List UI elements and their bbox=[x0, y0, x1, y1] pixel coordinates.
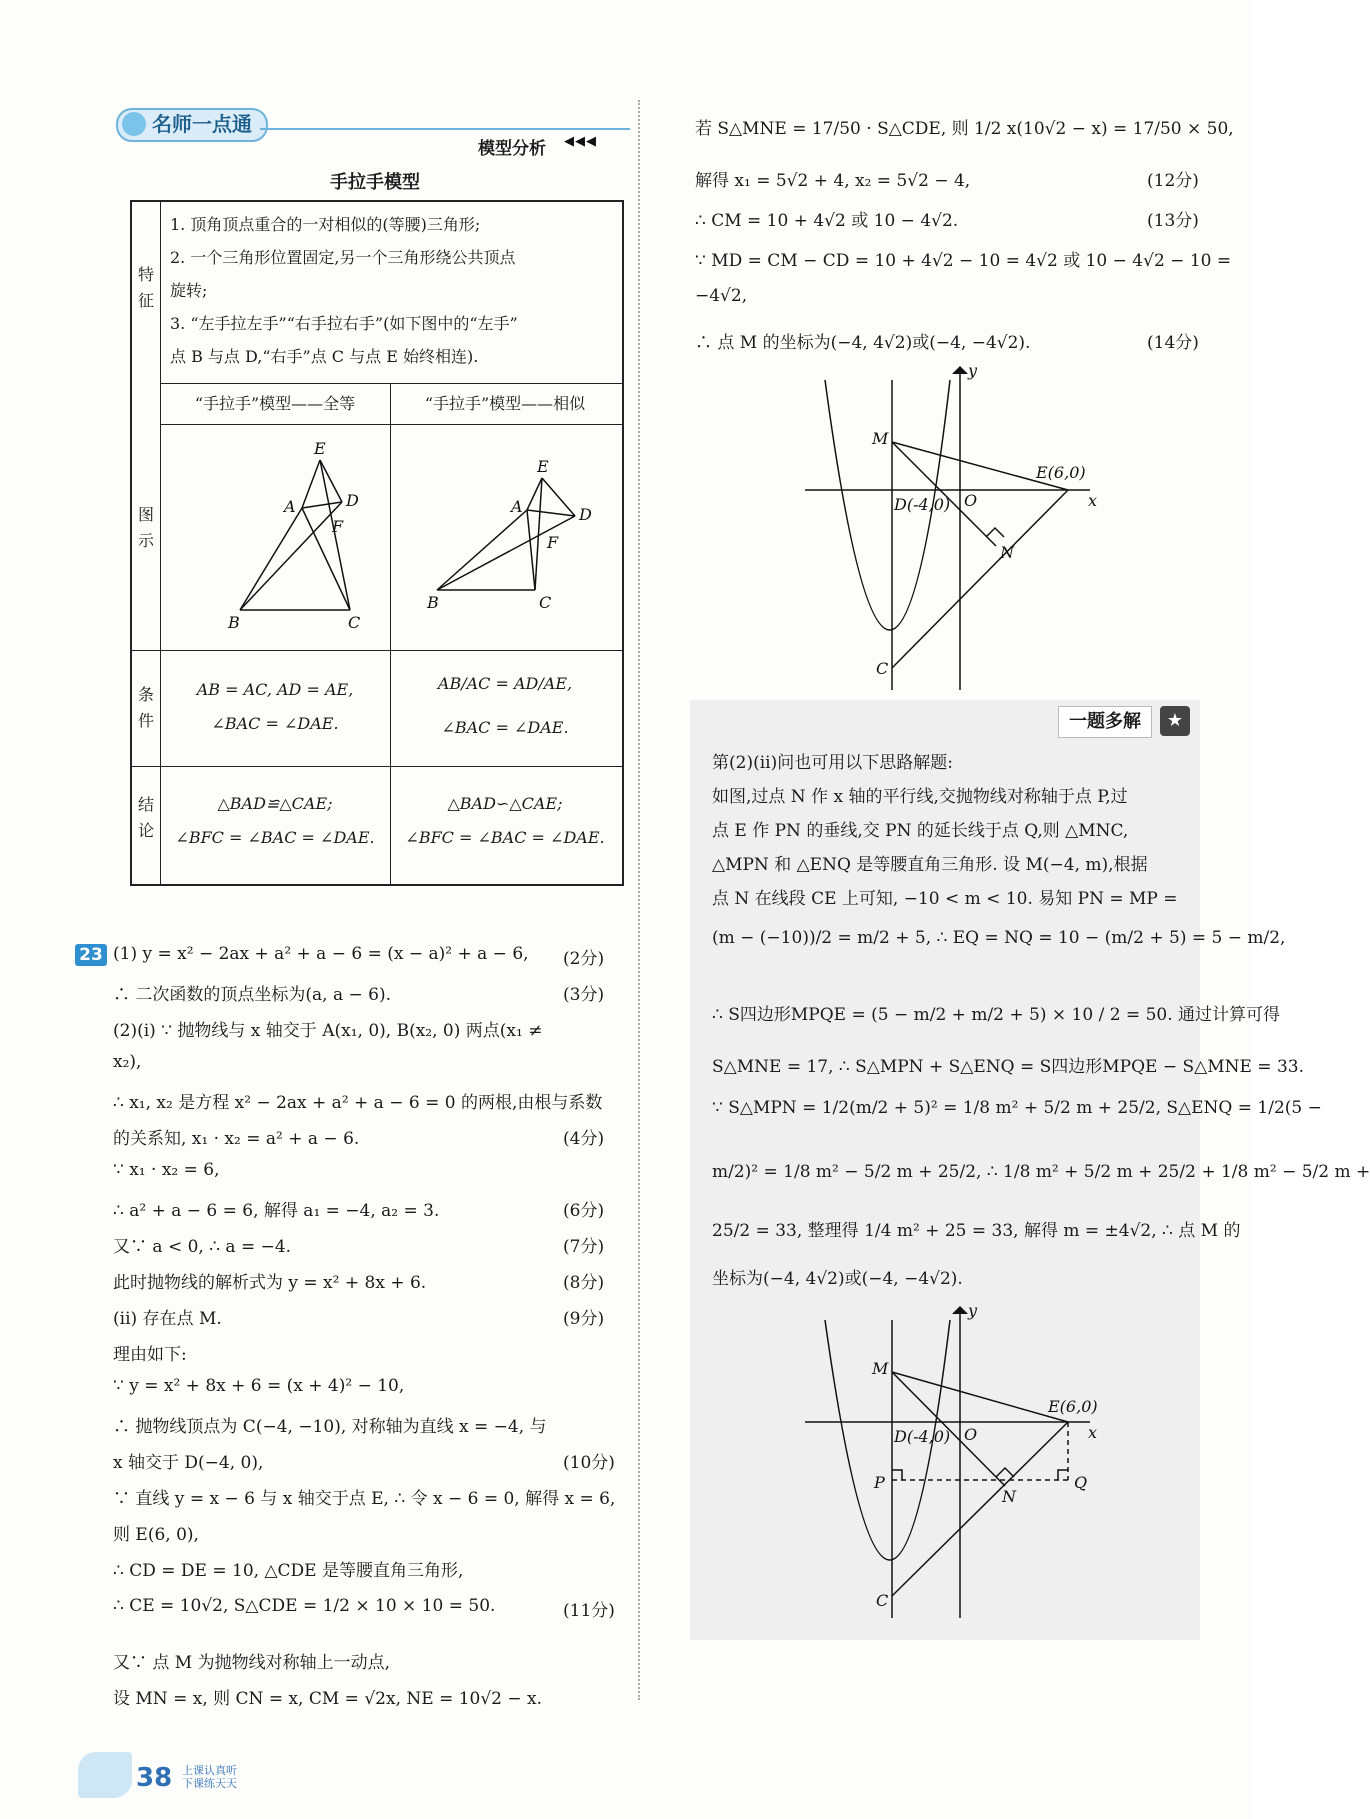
solution-line: ∵ 直线 y = x − 6 与 x 轴交于点 E, ∴ 令 x − 6 = 0, 解得 x = 6, bbox=[113, 1489, 616, 1509]
multi-line: (m − (−10))/2 = m/2 + 5, ∴ EQ = NQ = 10 − (m/2 + 5) = 5 − m/2, bbox=[712, 928, 1286, 948]
score-mark: (12分) bbox=[1147, 171, 1199, 191]
solution-line: 此时抛物线的解析式为 y = x² + 8x + 6. bbox=[113, 1273, 427, 1293]
point-label: C bbox=[348, 613, 361, 632]
point-label: B bbox=[427, 593, 439, 612]
table-title: 手拉手模型 bbox=[330, 172, 420, 193]
row-label-features: 特征 bbox=[137, 265, 154, 310]
segment bbox=[527, 510, 575, 516]
graph-label: x bbox=[1088, 491, 1098, 510]
star-icon: ★ bbox=[1160, 706, 1190, 736]
condition-left-line: AB = AC, AD = AE, bbox=[196, 680, 354, 699]
feature-line: 1. 顶角顶点重合的一对相似的(等腰)三角形; bbox=[170, 215, 481, 234]
row-label-diagram: 图示 bbox=[137, 505, 154, 550]
slogan-bottom: 下课练天天 bbox=[182, 1777, 237, 1790]
solution-line: 理由如下: bbox=[113, 1345, 187, 1365]
graph-label: C bbox=[876, 659, 889, 678]
condition-right-line: ∠BAC = ∠DAE. bbox=[441, 718, 569, 737]
graph-label: E(6,0) bbox=[1036, 463, 1086, 482]
table-hline bbox=[160, 383, 622, 384]
solution-line: 又∵ a < 0, ∴ a = −4. bbox=[113, 1237, 292, 1257]
solution-line: ∴ x₁, x₂ 是方程 x² − 2ax + a² + a − 6 = 0 的两根,由根与系数 bbox=[113, 1093, 603, 1113]
multi-line: ∵ S△MPN = 1/2(m/2 + 5)² = 1/8 m² + 5/2 m + 25/2, S△ENQ = 1/2(5 − bbox=[712, 1098, 1322, 1118]
graph-label: x bbox=[1088, 1423, 1098, 1442]
segment bbox=[302, 460, 320, 508]
tip-badge-label: 名师一点通 bbox=[152, 112, 252, 136]
solution-line: ∵ y = x² + 8x + 6 = (x + 4)² − 10, bbox=[113, 1376, 405, 1396]
graph-label: E(6,0) bbox=[1048, 1397, 1098, 1416]
graph-label: M bbox=[872, 1359, 889, 1378]
point-label: C bbox=[539, 593, 552, 612]
right-angle-mark bbox=[996, 1468, 1014, 1477]
segment bbox=[527, 510, 535, 590]
conclusion-right-line: ∠BFC = ∠BAC = ∠DAE. bbox=[405, 828, 605, 847]
segment bbox=[240, 502, 342, 610]
teacher-icon bbox=[122, 112, 146, 136]
segment-MN bbox=[892, 442, 996, 546]
multi-line: 点 E 作 PN 的垂线,交 PN 的延长线于点 Q,则 △MNC, bbox=[712, 821, 1129, 841]
solution-line: ∴ CM = 10 + 4√2 或 10 − 4√2. bbox=[695, 211, 959, 231]
graph-label: N bbox=[1002, 1487, 1016, 1506]
segment bbox=[240, 508, 302, 610]
solution-line: ∴ 点 M 的坐标为(−4, 4√2)或(−4, −4√2). bbox=[695, 333, 1031, 353]
table-hline bbox=[160, 424, 622, 425]
multi-line: S△MNE = 17, ∴ S△MPN + S△ENQ = S四边形MPQE − S△MNE = 33. bbox=[712, 1057, 1304, 1077]
graph-label: y bbox=[968, 361, 978, 380]
row-label-condition: 条件 bbox=[137, 685, 154, 730]
solution-line: 解得 x₁ = 5√2 + 4, x₂ = 5√2 − 4, bbox=[695, 171, 971, 191]
score-mark: (9分) bbox=[563, 1309, 605, 1329]
multi-solution-tag: 一题多解 bbox=[1058, 706, 1152, 738]
graph-label: D(-4,0) bbox=[894, 495, 951, 514]
right-angle-mark bbox=[1058, 1470, 1068, 1480]
segment-CE bbox=[892, 490, 1068, 668]
multi-line: ∴ S四边形MPQE = (5 − m/2 + m/2 + 5) × 10 / 2 = 50. 通过计算可得 bbox=[712, 1005, 1281, 1025]
segment bbox=[437, 516, 575, 590]
multi-line: m/2)² = 1/8 m² − 5/2 m + 25/2, ∴ 1/8 m² + 5/2 m + 25/2 + 1/8 m² − 5/2 m + bbox=[712, 1162, 1370, 1182]
solution-line: (1) y = x² − 2ax + a² + a − 6 = (x − a)² + a − 6, bbox=[113, 944, 529, 964]
score-mark: (6分) bbox=[563, 1201, 605, 1221]
multi-line: △MPN 和 △ENQ 是等腰直角三角形. 设 M(−4, m),根据 bbox=[712, 855, 1148, 875]
multi-line: 点 N 在线段 CE 上可知, −10 < m < 10. 易知 PN = MP = bbox=[712, 889, 1178, 909]
graph-label: P bbox=[874, 1473, 885, 1492]
multi-line: 第(2)(ii)问也可用以下思路解题: bbox=[712, 753, 953, 773]
section-label: 模型分析 bbox=[478, 139, 546, 159]
point-label: A bbox=[284, 497, 296, 516]
table-hline bbox=[132, 650, 622, 651]
footer-slogan bbox=[182, 1764, 237, 1790]
segment bbox=[542, 478, 575, 516]
solution-line: 的关系知, x₁ · x₂ = a² + a − 6. bbox=[113, 1129, 360, 1149]
model-table bbox=[130, 200, 624, 886]
solution-line: ∴ CD = DE = 10, △CDE 是等腰直角三角形, bbox=[113, 1561, 464, 1581]
solution-line: x 轴交于 D(−4, 0), bbox=[113, 1453, 264, 1473]
point-label: E bbox=[314, 439, 326, 458]
feature-line: 点 B 与点 D,“右手”点 C 与点 E 始终相连). bbox=[170, 347, 479, 366]
score-mark: (13分) bbox=[1147, 211, 1199, 231]
solution-line: 若 S△MNE = 17/50 · S△CDE, 则 1/2 x(10√2 − x) = 17/50 × 50, bbox=[695, 119, 1234, 139]
graph-label: O bbox=[964, 1425, 978, 1444]
y-arrow bbox=[952, 1306, 968, 1314]
right-angle-mark bbox=[986, 528, 1004, 537]
solution-line: 又∵ 点 M 为抛物线对称轴上一动点, bbox=[113, 1653, 391, 1673]
score-mark: (3分) bbox=[563, 985, 605, 1005]
score-mark: (10分) bbox=[563, 1453, 615, 1473]
feature-line: 3. “左手拉左手”“右手拉右手”(如下图中的“左手” bbox=[170, 314, 518, 333]
parabola-graph-1 bbox=[800, 360, 1110, 700]
score-mark: (7分) bbox=[563, 1237, 605, 1257]
segment-ME bbox=[892, 1372, 1068, 1422]
conclusion-left-line: △BAD≌△CAE; bbox=[217, 794, 333, 813]
arrow-icons: ◀◀◀ bbox=[564, 134, 597, 149]
solution-line: ∴ CE = 10√2, S△CDE = 1/2 × 10 × 10 = 50. bbox=[113, 1596, 496, 1616]
diagram-similar bbox=[407, 430, 617, 645]
graph-label: Q bbox=[1074, 1473, 1088, 1492]
col-header-congruent: “手拉手”模型——全等 bbox=[194, 394, 356, 413]
feature-line: 旋转; bbox=[170, 281, 208, 300]
row-label-conclusion: 结论 bbox=[137, 795, 154, 840]
segment bbox=[437, 510, 527, 590]
graph-label: D(-4,0) bbox=[894, 1427, 951, 1446]
solution-line: ∴ 抛物线顶点为 C(−4, −10), 对称轴为直线 x = −4, 与 bbox=[113, 1417, 547, 1437]
multi-line: 坐标为(−4, 4√2)或(−4, −4√2). bbox=[712, 1269, 963, 1289]
point-label: B bbox=[228, 613, 240, 632]
graph-label: N bbox=[1000, 543, 1014, 562]
solution-line: ∵ MD = CM − CD = 10 + 4√2 − 10 = 4√2 或 10 − 4√2 − 10 = bbox=[695, 251, 1232, 271]
header-rule bbox=[260, 128, 630, 130]
segment bbox=[320, 460, 342, 502]
graph-label: O bbox=[964, 491, 978, 510]
parabola-graph-2 bbox=[800, 1300, 1110, 1630]
point-label: D bbox=[579, 505, 592, 524]
point-label: A bbox=[511, 497, 523, 516]
column-divider bbox=[638, 100, 640, 1700]
score-mark: (11分) bbox=[563, 1601, 615, 1621]
solution-line: ∴ 二次函数的顶点坐标为(a, a − 6). bbox=[113, 985, 392, 1005]
table-hline bbox=[132, 766, 622, 767]
graph-label: y bbox=[968, 1301, 978, 1320]
score-mark: (4分) bbox=[563, 1129, 605, 1149]
col-header-similar: “手拉手”模型——相似 bbox=[424, 394, 586, 413]
table-vline bbox=[160, 202, 161, 884]
graph-label: M bbox=[872, 429, 889, 448]
mascot-icon bbox=[78, 1752, 132, 1798]
page-number: 38 bbox=[136, 1763, 173, 1793]
solution-line: x₂), bbox=[113, 1052, 142, 1072]
score-mark: (8分) bbox=[563, 1273, 605, 1293]
solution-line: (2)(i) ∵ 抛物线与 x 轴交于 A(x₁, 0), B(x₂, 0) 两点(x₁ ≠ bbox=[113, 1021, 543, 1041]
segment bbox=[302, 502, 342, 508]
multi-line: 如图,过点 N 作 x 轴的平行线,交抛物线对称轴于点 P,过 bbox=[712, 787, 1128, 807]
slogan-top: 上课认真听 bbox=[182, 1764, 237, 1777]
right-angle-mark bbox=[892, 1470, 902, 1480]
y-arrow bbox=[952, 366, 968, 374]
solution-line: −4√2, bbox=[695, 286, 748, 306]
question-number: 23 bbox=[75, 944, 107, 966]
graph-label: C bbox=[876, 1591, 889, 1610]
condition-left-line: ∠BAC = ∠DAE. bbox=[211, 714, 339, 733]
solution-line: ∵ x₁ · x₂ = 6, bbox=[113, 1160, 220, 1180]
feature-line: 2. 一个三角形位置固定,另一个三角形绕公共顶点 bbox=[170, 248, 516, 267]
multi-line: 25/2 = 33, 整理得 1/4 m² + 25 = 33, 解得 m = ±4√2, ∴ 点 M 的 bbox=[712, 1221, 1241, 1241]
solution-line: 设 MN = x, 则 CN = x, CM = √2x, NE = 10√2 − x. bbox=[113, 1689, 543, 1709]
score-mark: (14分) bbox=[1147, 333, 1199, 353]
point-label: F bbox=[332, 517, 344, 536]
solution-line: (ii) 存在点 M. bbox=[113, 1309, 222, 1329]
conclusion-left-line: ∠BFC = ∠BAC = ∠DAE. bbox=[175, 828, 375, 847]
solution-line: ∴ a² + a − 6 = 6, 解得 a₁ = −4, a₂ = 3. bbox=[113, 1201, 440, 1221]
condition-right-line: AB/AC = AD/AE, bbox=[437, 674, 573, 693]
point-label: F bbox=[547, 533, 559, 552]
conclusion-right-line: △BAD∽△CAE; bbox=[447, 794, 563, 813]
tip-badge bbox=[116, 108, 268, 142]
diagram-congruent bbox=[192, 430, 362, 645]
point-label: D bbox=[346, 491, 359, 510]
point-label: E bbox=[537, 457, 549, 476]
score-mark: (2分) bbox=[563, 949, 605, 969]
solution-line: 则 E(6, 0), bbox=[113, 1525, 199, 1545]
